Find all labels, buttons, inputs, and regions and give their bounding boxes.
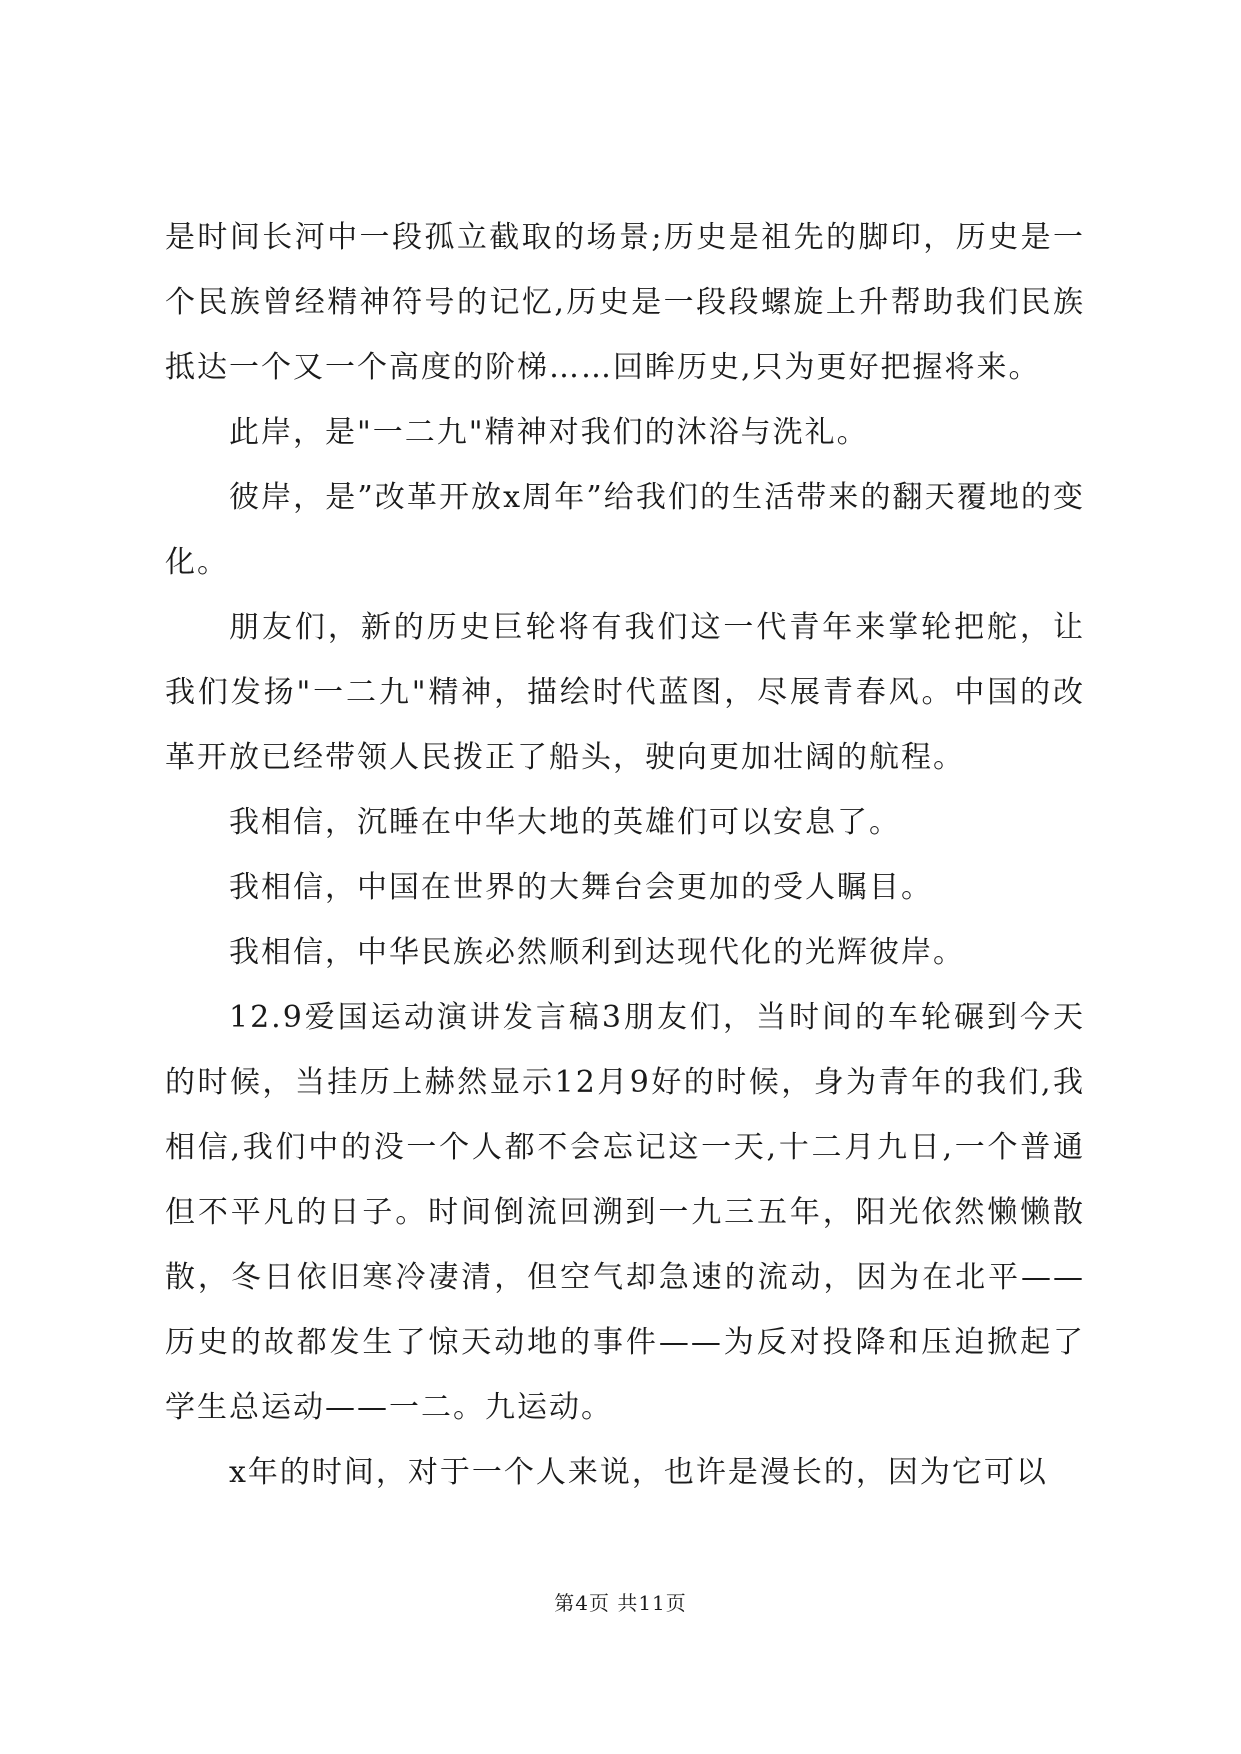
paragraph: 此岸，是"一二九"精神对我们的沐浴与洗礼。: [229, 415, 869, 450]
paragraph: 12.9爱国运动演讲发言稿3朋友们，当时间的车轮碾到今天的时候，当挂历上赫然显示12月9好的时候，身为青年的我们,我相信,我们中的没一个人都不会忘记这一天,十二月九日,一个普通但不平凡的日子。时间倒流回溯到一九三五年，阳光依然懒懒散散，冬日依旧寒冷凄清，但空气却急速的流动，因为在北平——历史的故都发生了惊天动地的事件——为反对投降和压迫掀起了学生总运动——一二。九运动。: [165, 1000, 1085, 1425]
document-body: [165, 205, 1085, 1505]
paragraph: 朋友们，新的历史巨轮将有我们这一代青年来掌轮把舵，让我们发扬"一二九"精神，描绘时代蓝图，尽展青春风。中国的改革开放已经带领人民拨正了船头，驶向更加壮阔的航程。: [165, 610, 1085, 775]
page-number-footer: 第4页 共11页: [554, 1591, 687, 1615]
paragraph: 彼岸，是”改革开放x周年”给我们的生活带来的翻天覆地的变化。: [165, 480, 1085, 580]
paragraph: 我相信，中华民族必然顺利到达现代化的光辉彼岸。: [229, 935, 965, 970]
paragraph: x年的时间，对于一个人来说，也许是漫长的，因为它可以: [229, 1455, 1048, 1490]
paragraph-continuation: 是时间长河中一段孤立截取的场景;历史是祖先的脚印，历史是一个民族曾经精神符号的记忆,历史是一段段螺旋上升帮助我们民族抵达一个又一个高度的阶梯……回眸历史,只为更好把握将来。: [165, 220, 1085, 385]
paragraph: 我相信，中国在世界的大舞台会更加的受人瞩目。: [229, 870, 933, 905]
paragraph: 我相信，沉睡在中华大地的英雄们可以安息了。: [229, 805, 901, 840]
